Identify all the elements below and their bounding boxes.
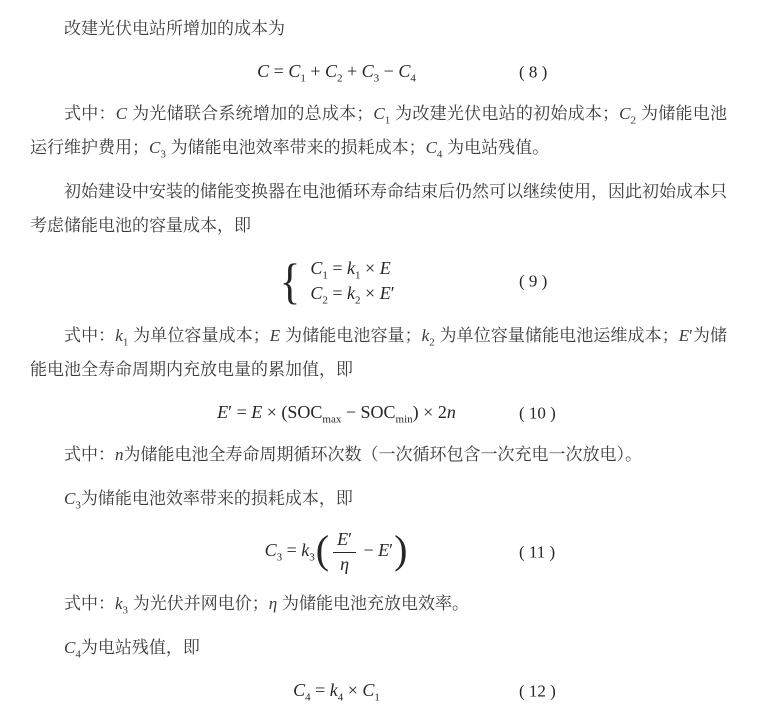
prime-mark: ′ <box>390 283 395 303</box>
paragraph-eq8-variables <box>30 97 727 165</box>
text-run: 式中： <box>64 445 115 464</box>
subscript: 3 <box>75 499 81 512</box>
paragraph-eq9-variables <box>30 319 727 387</box>
text-run: − <box>359 539 379 560</box>
text-run: = <box>327 283 348 303</box>
fraction-denominator <box>333 553 356 575</box>
text-run: 式中： <box>64 326 116 345</box>
system-line-1 <box>310 256 394 281</box>
subscript: 4 <box>75 648 81 661</box>
formula-9 <box>278 253 395 309</box>
subscript: 3 <box>276 551 283 564</box>
math-variable: k <box>347 283 356 303</box>
text-run: SOC <box>360 402 396 422</box>
math-variable: C <box>149 138 161 157</box>
math-variable: C <box>115 104 128 123</box>
text-run: + <box>305 61 325 81</box>
math-variable: C <box>361 61 374 81</box>
subscript: 3 <box>160 148 166 161</box>
prime-mark: ′ <box>689 326 693 345</box>
text-run: = <box>310 680 330 701</box>
math-variable: C <box>64 489 76 508</box>
equation-number-8: ( 8 ) <box>519 62 548 81</box>
text-run: 改建光伏电站所增加的成本为 <box>64 19 285 38</box>
math-variable: k <box>421 326 430 345</box>
system-lines <box>310 256 394 306</box>
equation-12 <box>30 678 727 703</box>
prime-mark: ′ <box>389 539 394 560</box>
text-run: 为电站残值，即 <box>80 638 200 658</box>
text-run: 为储能电池全寿命周期内充放电量的累加值，即 <box>30 326 728 379</box>
subscript: 2 <box>322 294 328 307</box>
text-run: ) × 2 <box>412 402 447 422</box>
text-run: 为储能电池运行维护费用； <box>30 104 727 157</box>
formula-12 <box>293 678 380 703</box>
text-run: = <box>282 539 302 560</box>
math-variable: C <box>362 680 375 701</box>
text-run: 为储能电池全寿命周期循环次数（一次循环包含一次充电一次放电）。 <box>123 445 642 464</box>
paragraph-c4-intro <box>30 631 727 665</box>
subscript: 1 <box>300 72 306 85</box>
math-variable: C <box>293 680 306 701</box>
text-run: − <box>341 402 361 422</box>
subscript: 1 <box>322 269 328 282</box>
text-run: SOC <box>287 402 323 422</box>
text-run: 式中： <box>64 594 115 614</box>
fraction <box>333 529 356 574</box>
equation-10 <box>30 400 727 425</box>
text-run: 为单位容量储能电池运维成本； <box>434 326 679 345</box>
paragraph-initial-cost <box>30 175 727 243</box>
prime-mark: ′ <box>228 402 233 422</box>
math-variable: E <box>251 402 263 422</box>
text-run: − <box>379 61 399 81</box>
subscript: 1 <box>374 691 380 704</box>
text-run: 为电站残值。 <box>442 138 550 157</box>
math-variable: C <box>64 638 76 658</box>
math-variable: E <box>337 529 349 549</box>
paragraph-eq10-variables <box>30 438 727 472</box>
math-variable: η <box>340 553 349 574</box>
math-variable: k <box>115 326 123 345</box>
text-run: 为光伏并网电价； <box>128 594 269 614</box>
math-variable: n <box>115 445 124 464</box>
equation-11 <box>30 526 727 574</box>
math-variable: n <box>446 402 456 422</box>
text-run: × <box>360 258 380 278</box>
math-variable: C <box>373 104 385 123</box>
math-variable: E <box>678 326 690 345</box>
text-run: × <box>360 283 380 303</box>
text-run: 为储能电池容量； <box>280 326 422 345</box>
math-variable: C <box>324 61 337 81</box>
text-run: 为单位容量成本； <box>128 326 270 345</box>
math-variable: k <box>347 258 356 278</box>
prime-mark: ′ <box>348 529 352 549</box>
math-variable: C <box>619 104 631 123</box>
left-brace: { <box>280 253 301 309</box>
text-run: 式中： <box>64 104 116 123</box>
equation-9 <box>30 253 727 309</box>
subscript: 3 <box>309 551 315 564</box>
math-variable: η <box>268 594 278 614</box>
math-variable: C <box>264 539 277 560</box>
math-variable: E <box>379 283 391 303</box>
formula-10 <box>217 400 456 425</box>
subscript: 4 <box>337 691 344 704</box>
subscript: 1 <box>355 269 361 282</box>
text-run: 初始建设中安装的储能变换器在电池循环寿命结束后仍然可以继续使用，因此初始成本只考虑储能电池的容量成本，即 <box>30 182 727 235</box>
text-run: 为改建光伏电站的初始成本； <box>390 104 620 123</box>
equation-number-9: ( 9 ) <box>519 271 548 291</box>
formula-8 <box>257 59 416 84</box>
subscript: 1 <box>122 336 129 349</box>
math-variable: E <box>379 258 391 278</box>
system-line-2 <box>310 281 394 306</box>
subscript: 4 <box>305 691 311 704</box>
math-variable: C <box>288 61 301 81</box>
text-run: = <box>327 258 348 278</box>
subscript: 2 <box>429 336 435 349</box>
subscript: max <box>322 413 342 426</box>
text-run: 为光储联合系统增加的总成本； <box>127 104 374 123</box>
paragraph-eq11-variables <box>30 587 727 621</box>
text-run: × <box>343 680 363 701</box>
text-run: = <box>232 402 252 422</box>
subscript: 3 <box>122 604 129 617</box>
equation-number-11: ( 11 ) <box>519 542 556 562</box>
subscript: min <box>395 413 413 426</box>
math-variable: C <box>425 138 437 157</box>
equation-number-10: ( 10 ) <box>519 403 556 422</box>
math-variable: C <box>398 61 411 81</box>
text-run: 为储能电池效率带来的损耗成本； <box>165 138 426 157</box>
big-parenthesis: ) <box>394 526 408 572</box>
paragraph-cost-intro <box>30 12 727 46</box>
subscript: 2 <box>337 72 343 85</box>
subscript: 2 <box>630 114 637 127</box>
subscript: 2 <box>355 294 361 307</box>
text-run: + <box>342 61 362 81</box>
big-parenthesis: ( <box>315 526 330 572</box>
fraction-numerator <box>333 529 356 553</box>
subscript: 3 <box>373 72 380 85</box>
paragraph-c3-intro <box>30 482 727 516</box>
math-variable: E <box>378 539 390 560</box>
equation-8 <box>30 59 727 84</box>
equation-number-12: ( 12 ) <box>519 681 556 701</box>
formula-11 <box>264 526 409 574</box>
text-run: 为储能电池充放电效率。 <box>277 594 469 614</box>
math-variable: k <box>115 594 123 614</box>
math-variable: k <box>301 539 310 560</box>
math-variable: C <box>310 258 323 278</box>
subscript: 1 <box>384 114 391 127</box>
text-run: × ( <box>262 402 288 422</box>
text-run: = <box>269 61 289 81</box>
math-variable: k <box>329 680 338 701</box>
subscript: 4 <box>410 72 416 85</box>
subscript: 4 <box>436 148 443 161</box>
math-variable: C <box>257 61 270 81</box>
math-variable: E <box>269 326 281 345</box>
text-run: 为储能电池效率带来的损耗成本，即 <box>80 489 353 508</box>
math-variable: C <box>310 283 323 303</box>
math-variable: E <box>217 402 229 422</box>
